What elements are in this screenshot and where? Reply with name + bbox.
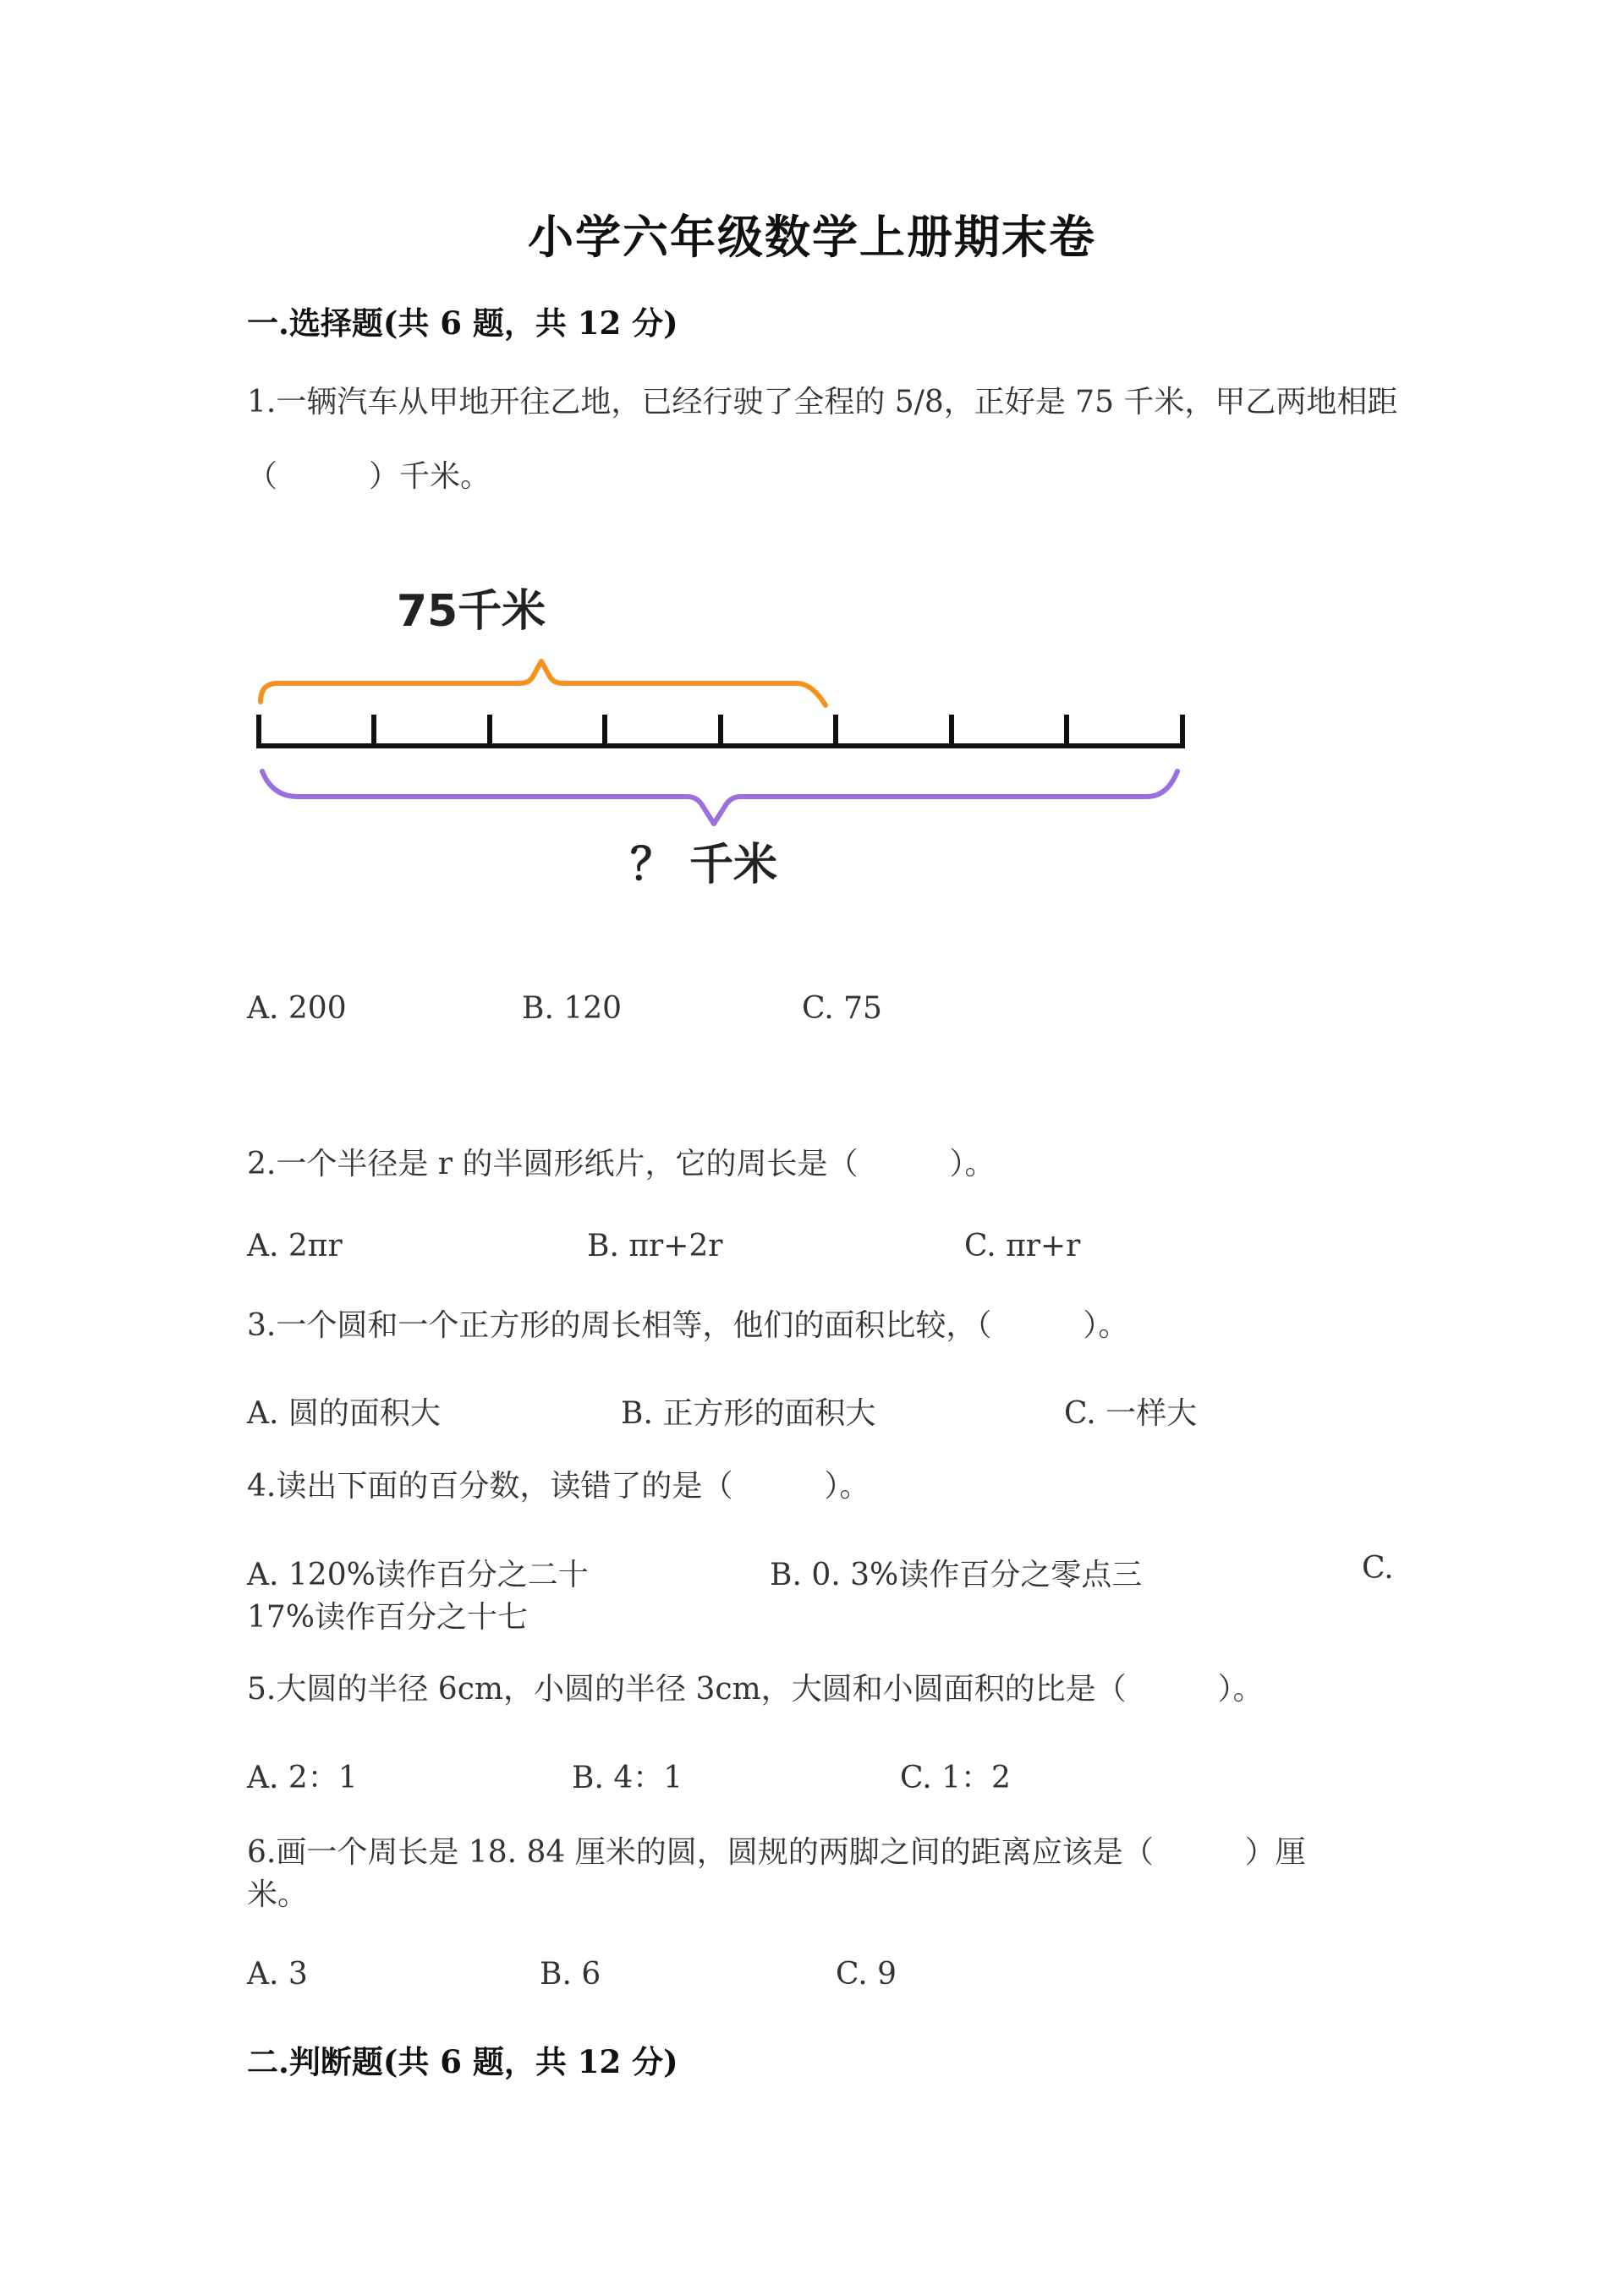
diagram-top-label: 75千米 (396, 586, 546, 637)
q5-option-a: A. 2：1 (247, 1761, 358, 1795)
question-5: 5.大圆的半径 6cm，小圆的半径 3cm，大圆和小圆面积的比是（ ）。 (247, 1672, 1264, 1707)
q6-option-a: A. 3 (247, 1957, 308, 1992)
bottom-brace (262, 771, 1177, 824)
q1-option-b: B. 120 (522, 991, 623, 1026)
diagram-bottom-label: ？ 千米 (629, 840, 778, 890)
q2-option-b: B. πr+2r (587, 1229, 723, 1263)
section-heading-judgement: 二.判断题(共 6 题，共 12 分) (247, 2043, 678, 2080)
q1-option-c: C. 75 (802, 991, 882, 1026)
question-3: 3.一个圆和一个正方形的周长相等，他们的面积比较，（ ）。 (247, 1308, 1129, 1343)
q4-option-c: C. (1362, 1551, 1394, 1586)
q3-option-c: C. 一样大 (1064, 1396, 1198, 1431)
top-brace (261, 661, 826, 705)
q2-option-a: A. 2πr (247, 1229, 343, 1263)
question-6: 6.画一个周长是 18. 84 厘米的圆，圆规的两脚之间的距离应该是（ ）厘米。 (247, 1835, 1306, 1912)
q5-option-b: B. 4：1 (572, 1761, 683, 1795)
q5-option-c: C. 1：2 (900, 1761, 1011, 1795)
q4-option-c-text: 17%读作百分之十七 (247, 1600, 529, 1635)
question-4: 4.读出下面的百分数，读错了的是（ ）。 (247, 1469, 870, 1504)
q2-option-c: C. πr+r (964, 1229, 1081, 1263)
q6-option-c: C. 9 (836, 1957, 897, 1992)
q3-option-a: A. 圆的面积大 (247, 1396, 441, 1431)
section-heading-choice: 一.选择题(共 6 题，共 12 分) (247, 304, 678, 342)
q4-option-b: B. 0. 3%读作百分之零点三 (770, 1558, 1143, 1592)
q3-option-b: B. 正方形的面积大 (621, 1396, 876, 1431)
q6-option-b: B. 6 (540, 1957, 601, 1992)
q1-option-a: A. 200 (247, 991, 347, 1026)
line-segment-diagram (247, 584, 1220, 922)
question-2: 2.一个半径是 r 的半圆形纸片，它的周长是（ ）。 (247, 1147, 996, 1181)
page-title: 小学六年级数学上册期末卷 (528, 210, 1096, 264)
question-1: 1.一辆汽车从甲地开往乙地，已经行驶了全程的 5/8，正好是 75 千米，甲乙两地相距（ ）千米。 (247, 385, 1398, 494)
q4-option-a: A. 120%读作百分之二十 (247, 1558, 589, 1592)
